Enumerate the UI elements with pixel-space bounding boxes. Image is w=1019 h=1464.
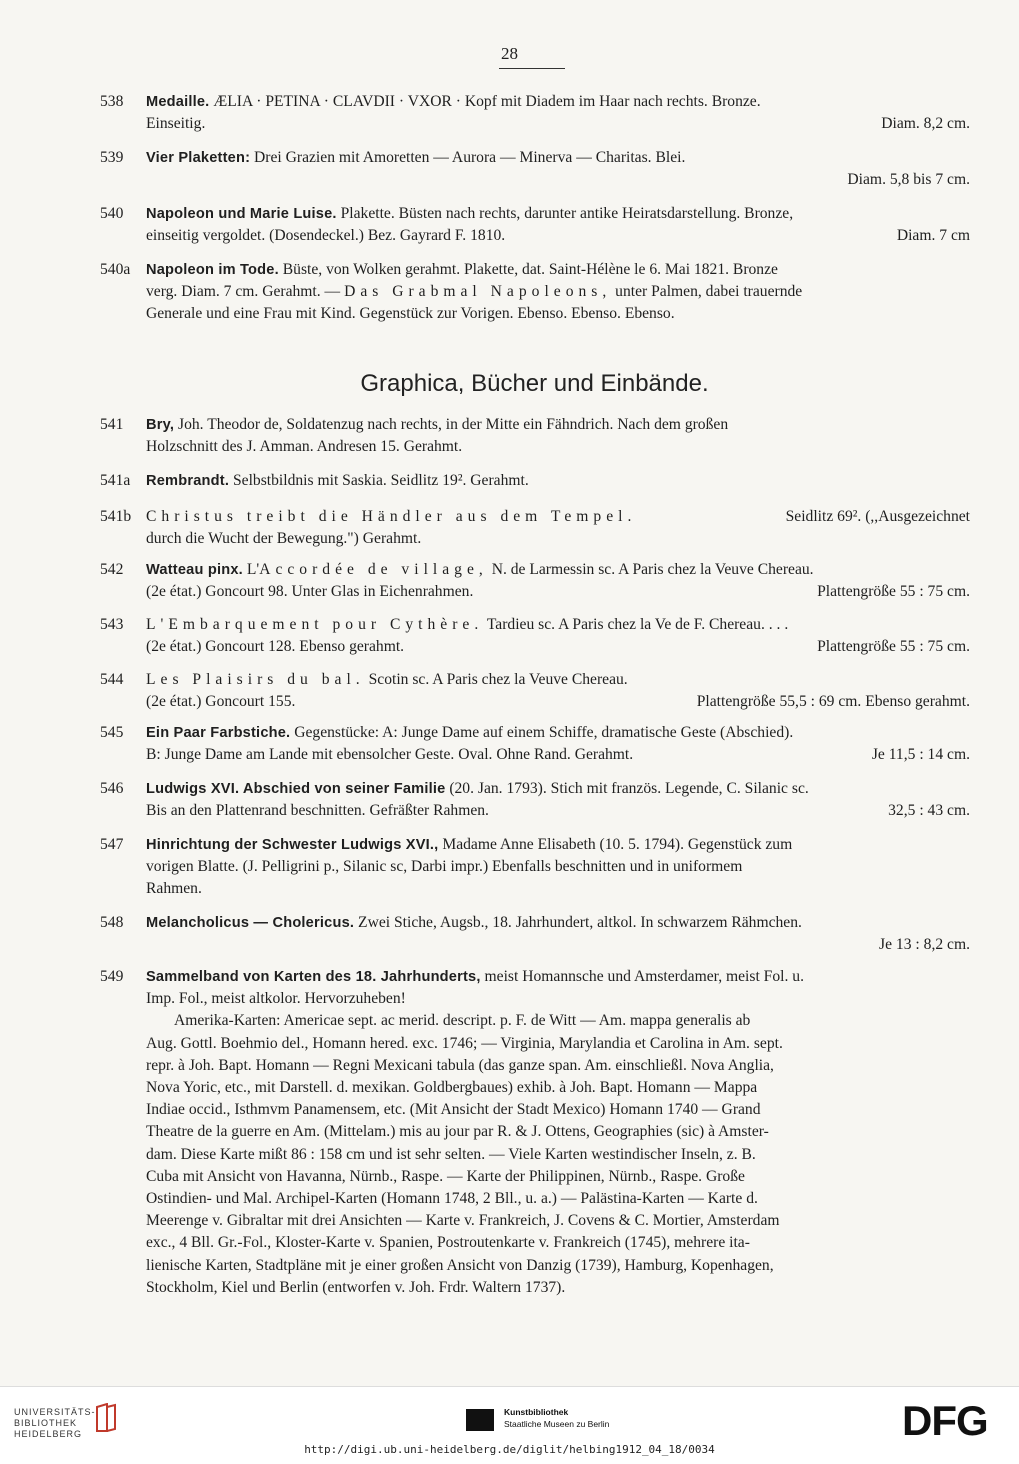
- lot-heading: Medaille.: [146, 94, 210, 110]
- lot-text: (2e état.) Goncourt 128. Ebenso gerahmt.: [146, 638, 405, 656]
- lot-paragraph-line: Aug. Gottl. Boehmio del., Homann hered. exc. 1746; — Virginia, Marylandia et Carolina in Am. sept.: [146, 1034, 783, 1052]
- spaced-title: L'Embarquement pour Cythère.: [146, 616, 484, 633]
- lot-text: L': [246, 561, 260, 578]
- lot-text: verg. Diam. 7 cm. Gerahmt. —: [146, 283, 341, 301]
- lot-heading: Melancholicus — Cholericus.: [146, 915, 355, 931]
- spaced-title: Les Plaisirs du bal.: [146, 671, 365, 688]
- lot-entry-549: [100, 966, 970, 1299]
- lot-dimensions: Diam. 7 cm: [896, 227, 970, 245]
- lot-number: 538: [100, 93, 124, 110]
- lot-dimensions: Je 11,5 : 14 cm.: [871, 746, 970, 764]
- spaced-title: Christus treibt die Händler aus dem Tempel.: [146, 508, 637, 525]
- university-logo-icon: [93, 1403, 119, 1433]
- lot-paragraph-line: Theatre de la guerre en Am. (Mittelam.) mis au jour par R. & J. Ottens, Geographies (sic) à Amster-: [146, 1123, 769, 1141]
- kunstbibliothek-logo-icon: [466, 1409, 494, 1431]
- lot-entry-541a: [100, 470, 970, 492]
- lot-number: 540: [100, 205, 124, 222]
- lot-number: 544: [100, 671, 124, 688]
- lot-paragraph-line: Indiae occid., Isthmvm Panamensem, etc. (Mit Ansicht der Stadt Mexico) Homann 1740 — Grand: [146, 1101, 761, 1119]
- lot-entry-545: [100, 722, 970, 766]
- lot-text: (2e état.) Goncourt 155.: [146, 693, 296, 711]
- lot-paragraph-line: Ostindien- und Mal. Archipel-Karten (Homann 1748, 2 Bll., u. a.) — Palästina-Karten — Karte d.: [146, 1190, 758, 1208]
- lot-number: 541a: [100, 472, 131, 489]
- lot-heading: Hinrichtung der Schwester Ludwigs XVI.,: [146, 837, 439, 853]
- lot-text: Zwei Stiche, Augsb., 18. Jahrhundert, altkol. In schwarzem Rähmchen.: [358, 914, 802, 931]
- lot-text: Drei Grazien mit Amoretten — Aurora — Minerva — Charitas. Blei.: [254, 149, 686, 166]
- page-number: 28: [501, 44, 518, 63]
- lot-paragraph-line: dam. Diese Karte mißt 86 : 158 cm und ist sehr selten. — Viele Karten westindischer Inseln, z. B.: [146, 1145, 756, 1163]
- lot-heading: Rembrandt.: [146, 473, 230, 489]
- lot-text: vorigen Blatte. (J. Pelligrini p., Silanic sc, Darbi impr.) Ebenfalls beschnitten und in uniformem: [146, 858, 743, 876]
- lot-text: (20. Jan. 1793). Stich mit französ. Legende, C. Silanic sc.: [449, 780, 809, 797]
- lot-text: ÆLIA · PETINA · CLAVDII · VXOR · Kopf mit Diadem im Haar nach rechts. Bronze.: [213, 93, 761, 110]
- lot-entry-539: [100, 147, 970, 191]
- lot-number: 548: [100, 914, 124, 931]
- lot-paragraph-line: Meerenge v. Gibraltar mit drei Ansichten — Karte v. Frankreich, J. Covens & C. Mortier, Amsterdam: [146, 1212, 780, 1230]
- uni-line: BIBLIOTHEK: [14, 1418, 78, 1428]
- lot-text: Imp. Fol., meist altkolor. Hervorzuheben!: [146, 990, 406, 1008]
- lot-text: Einseitig.: [146, 115, 206, 133]
- lot-entry-544: [100, 669, 970, 713]
- spaced-title: Accordée de village,: [259, 561, 488, 578]
- lot-heading: Bry,: [146, 417, 175, 433]
- lot-text: einseitig vergoldet. (Dosendeckel.) Bez. Gayrard F. 1810.: [146, 227, 506, 245]
- lot-paragraph-line: lienische Karten, Stadtpläne mit je einer großen Ansicht von Danzig (1739), Hamburg, Kopenhagen,: [146, 1256, 774, 1274]
- lot-text: N. de Larmessin sc. A Paris chez la Veuve Chereau.: [491, 561, 814, 578]
- digitization-footer: [0, 1386, 1019, 1464]
- lot-number: 547: [100, 836, 124, 853]
- lot-paragraph-line: Stockholm, Kiel und Berlin (entworfen v. Joh. Frdr. Waltern 1737).: [146, 1278, 566, 1296]
- lot-text: Bis an den Plattenrand beschnitten. Gefräßter Rahmen.: [146, 802, 489, 820]
- lot-heading: Napoleon und Marie Luise.: [146, 206, 337, 222]
- lot-entry-546: [100, 778, 970, 822]
- lot-number: 545: [100, 724, 124, 741]
- lot-text: B: Junge Dame am Lande mit ebensolcher Geste. Oval. Ohne Rand. Gerahmt.: [146, 746, 634, 764]
- lot-paragraph-line: Amerika-Karten: Americae sept. ac merid. descript. p. F. de Witt — Am. mappa generalis ab: [174, 1012, 751, 1030]
- lot-entry-540: [100, 203, 970, 247]
- lot-heading: Vier Plaketten:: [146, 150, 251, 166]
- lot-number: 539: [100, 149, 124, 166]
- lot-text: Generale und eine Frau mit Kind. Gegenstück zur Vorigen. Ebenso. Ebenso. Ebenso.: [146, 305, 675, 323]
- lot-text: Seidlitz 69². (,,Ausgezeichnet: [785, 508, 970, 525]
- section-title: Graphica, Bücher und Einbände.: [360, 370, 709, 397]
- lot-text: Gegenstücke: A: Junge Dame auf einem Schiffe, dramatische Geste (Abschied).: [294, 724, 794, 741]
- lot-text: Joh. Theodor de, Soldatenzug nach rechts, in der Mitte ein Fähndrich. Nach dem großen: [178, 416, 729, 433]
- lot-number: 543: [100, 616, 124, 633]
- kb-title: Kunstbibliothek: [504, 1407, 569, 1417]
- lot-text: Rahmen.: [146, 880, 202, 898]
- lot-text: Tardieu sc. A Paris chez la Ve de F. Chereau. . . .: [486, 616, 789, 633]
- lot-number: 542: [100, 561, 124, 578]
- lot-dimensions: Diam. 5,8 bis 7 cm.: [847, 171, 970, 189]
- kunstbibliothek-label: [504, 1406, 609, 1430]
- lot-dimensions: Plattengröße 55,5 : 69 cm. Ebenso gerahmt.: [696, 693, 970, 711]
- lot-entry-541: [100, 414, 970, 458]
- lot-heading: Ein Paar Farbstiche.: [146, 725, 291, 741]
- lot-number: 541: [100, 416, 124, 433]
- lot-text: meist Homannsche und Amsterdamer, meist Fol. u.: [484, 968, 804, 985]
- page-number-rule: [499, 68, 565, 69]
- uni-line: UNIVERSITÄTS-: [14, 1407, 96, 1417]
- lot-text: Selbstbildnis mit Saskia. Seidlitz 19². Gerahmt.: [233, 472, 529, 489]
- lot-paragraph-line: exc., 4 Bll. Gr.-Fol., Kloster-Karte v. Spanien, Postroutenkarte v. Frankreich (1745), mehrere ita-: [146, 1234, 750, 1252]
- lot-text: Scotin sc. A Paris chez la Veuve Chereau.: [368, 671, 628, 688]
- lot-heading: Napoleon im Tode.: [146, 262, 279, 278]
- lot-heading: Sammelband von Karten des 18. Jahrhunderts,: [146, 969, 481, 985]
- lot-number: 549: [100, 968, 124, 985]
- lot-text: Madame Anne Elisabeth (10. 5. 1794). Gegenstück zum: [442, 836, 793, 853]
- lot-text: (2e état.) Goncourt 98. Unter Glas in Eichenrahmen.: [146, 583, 474, 601]
- lot-dimensions: Plattengröße 55 : 75 cm.: [817, 583, 970, 601]
- lot-dimensions: Plattengröße 55 : 75 cm.: [817, 638, 970, 656]
- spaced-title: Das Grabmal Napoleons,: [344, 283, 612, 301]
- lot-dimensions: Diam. 8,2 cm.: [881, 115, 970, 133]
- lot-entry-540a: [100, 259, 970, 326]
- lot-entry-538: [100, 91, 970, 135]
- kb-subtitle: zu Berlin: [576, 1419, 610, 1429]
- lot-heading: Ludwigs XVI. Abschied von seiner Familie: [146, 781, 446, 797]
- lot-entry-541b: [100, 506, 970, 550]
- lot-dimensions: 32,5 : 43 cm.: [888, 802, 970, 820]
- lot-number: 540a: [100, 261, 131, 278]
- lot-paragraph-line: Cuba mit Ansicht von Havanna, Nürnb., Raspe. — Karte der Philippinen, Nürnb., Raspe. Große: [146, 1167, 745, 1185]
- lot-number: 541b: [100, 508, 132, 525]
- lot-text: Holzschnitt des J. Amman. Andresen 15. Gerahmt.: [146, 438, 463, 456]
- dfg-logo: DFG: [902, 1397, 988, 1444]
- lot-text: Büste, von Wolken gerahmt. Plakette, dat. Saint-Hélène le 6. Mai 1821. Bronze: [282, 261, 778, 278]
- lot-paragraph-line: repr. à Joh. Bapt. Homann — Regni Mexicani tabula (das ganze span. Am. einschließl. Nova Anglia,: [146, 1056, 774, 1074]
- lot-paragraph-line: Nova Yoric, etc., mit Darstell. d. mexikan. Goldbergbaues) exhib. à Joh. Bapt. Homann — Mappa: [146, 1079, 758, 1097]
- lot-text: durch die Wucht der Bewegung.") Gerahmt.: [146, 530, 422, 548]
- lot-heading: Watteau pinx.: [146, 562, 243, 578]
- lot-number: 546: [100, 780, 124, 797]
- permalink-url[interactable]: http://digi.ub.uni-heidelberg.de/diglit/helbing1912_04_18/0034: [304, 1443, 715, 1456]
- kb-subtitle: Staatliche Museen: [504, 1419, 574, 1429]
- lot-text: unter Palmen, dabei trauernde: [615, 283, 803, 301]
- uni-line: HEIDELBERG: [14, 1429, 83, 1439]
- university-library-label: [14, 1407, 96, 1440]
- lot-text: Plakette. Büsten nach rechts, darunter antike Heiratsdarstellung. Bronze,: [340, 205, 794, 222]
- lot-entry-548: [100, 912, 970, 956]
- lot-entry-543: [100, 614, 970, 658]
- lot-entry-542: [100, 559, 970, 603]
- lot-entry-547: [100, 834, 970, 901]
- lot-dimensions: Je 13 : 8,2 cm.: [879, 936, 970, 954]
